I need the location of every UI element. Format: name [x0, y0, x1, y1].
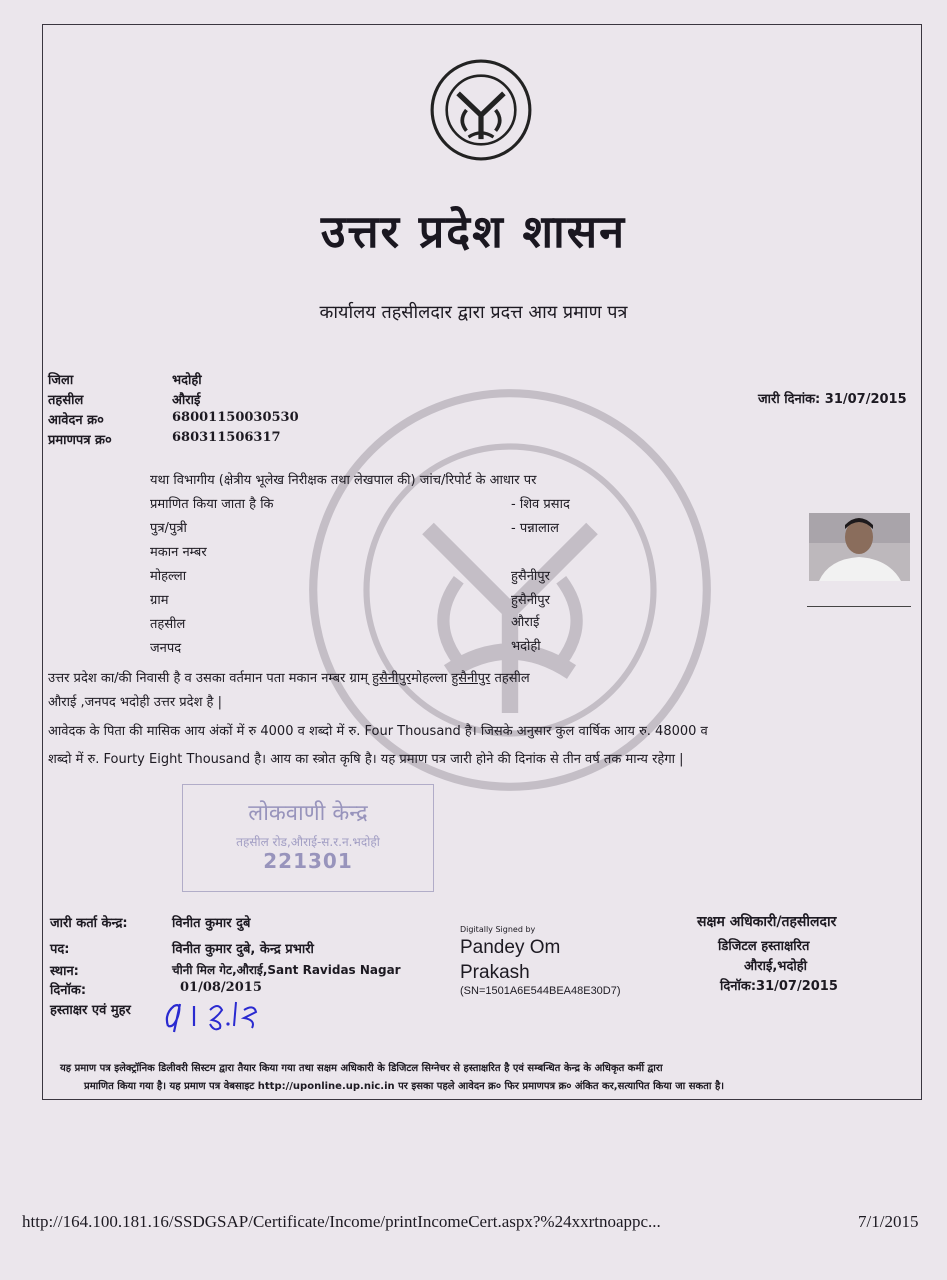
authority-date: दिनॉक:31/07/2015: [720, 979, 838, 994]
page-title: उत्तर प्रदेश शासन: [320, 205, 627, 258]
issuer-date-value: 01/08/2015: [180, 980, 262, 995]
stamp-line-3: 221301: [263, 849, 353, 873]
footer-note-line-1: यह प्रमाण पत्र इलेक्ट्रॉनिक डिलीवरी सिस्टम द्वारा तैयार किया गया तथा सक्षम अधिकारी के डिजिटल सिग्नेचर से हस्ताक्षरित है एवं सम्बन्धित केन्द्र के अधिकृत कर्मी द्वारा: [60, 1063, 663, 1074]
parent-value: - पन्नालाल: [511, 521, 559, 536]
district-value: भदोही: [172, 373, 202, 388]
issuer-date-label: दिनॉक:: [50, 983, 87, 998]
post-value: विनीत कुमार दुबे, केन्द्र प्रभारी: [172, 942, 314, 957]
applicant-photo: [809, 513, 910, 581]
residence-line-1: उत्तर प्रदेश का/की निवासी है व उसका वर्तमान पता मकान नम्बर ग्राम् हुसैनीपुरमोहल्ला हुसैनीपुर तहसील: [48, 671, 530, 686]
tehsil-label: तहसील: [48, 393, 84, 408]
digital-sign-serial: (SN=1501A6E544BEA48E30D7): [460, 985, 621, 997]
residence-line-2: औराई ,जनपद भदोही उत्तर प्रदेश है |: [48, 695, 222, 710]
issuing-center-label: जारी कर्ता केन्द्र:: [50, 916, 128, 931]
mohalla-label: मोहल्ला: [150, 569, 187, 584]
authority-digital: डिजिटल हस्ताक्षरित: [718, 939, 810, 954]
print-date: 7/1/2015: [858, 1212, 919, 1231]
detail-tehsil-value: औराई: [511, 615, 540, 630]
certificate-no-label: प्रमाणपत्र क्र०: [48, 433, 112, 448]
issuing-center-value: विनीत कुमार दुबे: [172, 916, 251, 931]
applicant-name: - शिव प्रसाद: [511, 497, 570, 512]
state-emblem-icon: [428, 58, 534, 162]
print-url: http://164.100.181.16/SSDGSAP/Certificate/Income/printIncomeCert.aspx?%24xxrtnoappc...: [22, 1212, 661, 1231]
handwritten-signature: [160, 996, 270, 1036]
certificate-no-value: 680311506317: [172, 430, 281, 445]
digital-signer-name-1: Pandey Om: [460, 937, 561, 958]
village-value: हुसैनीपुर: [511, 593, 550, 608]
village-label: ग्राम: [150, 593, 169, 608]
authority-place: औराई,भदोही: [744, 959, 807, 974]
mohalla-value: हुसैनीपुर: [511, 569, 550, 584]
janpad-value: भदोही: [511, 639, 541, 654]
center-stamp: [182, 784, 434, 892]
place-label: स्थान:: [50, 964, 79, 979]
stamp-line-2: तहसील रोड,औराई-स.र.न.भदोही: [236, 835, 380, 849]
application-no-label: आवेदन क्र०: [48, 413, 104, 428]
parent-label: पुत्र/पुत्री: [150, 521, 187, 536]
photo-signature-line: [807, 606, 911, 607]
digital-signer-name-2: Prakash: [460, 962, 530, 983]
tehsil-value: औराई: [172, 393, 201, 408]
digital-sign-label: Digitally Signed by: [460, 925, 536, 934]
detail-tehsil-label: तहसील: [150, 617, 186, 632]
post-label: पद:: [50, 942, 70, 957]
district-label: जिला: [48, 373, 74, 388]
stamp-line-1: लोकवाणी केन्द्र: [248, 801, 368, 826]
issue-date: जारी दिनांक: 31/07/2015: [758, 392, 907, 407]
footer-note-line-2: प्रमाणित किया गया है। यह प्रमाण पत्र वेबसाइट http://uponline.up.nic.in पर इसका पहले आवेदन क्र० फिर प्रमाणपत्र क्र० अंकित कर,सत्यापित किया जा सकता है।: [84, 1081, 725, 1092]
house-no-label: मकान नम्बर: [150, 545, 207, 560]
janpad-label: जनपद: [150, 641, 182, 656]
intro-line-2: प्रमाणित किया जाता है कि: [150, 497, 274, 512]
signature-seal-label: हस्ताक्षर एवं मुहर: [50, 1003, 131, 1018]
authority-title: सक्षम अधिकारी/तहसीलदार: [697, 914, 837, 930]
intro-line-1: यथा विभागीय (क्षेत्रीय भूलेख निरीक्षक तथा लेखपाल की) जांच/रिपोर्ट के आधार पर: [150, 473, 537, 488]
certificate-subtitle: कार्यालय तहसीलदार द्वारा प्रदत्त आय प्रमाण पत्र: [319, 302, 628, 323]
income-line-2: शब्दो में रु. Fourty Eight Thousand है। आय का स्त्रोत कृषि है। यह प्रमाण पत्र जारी होने की दिनांक से तीन वर्ष तक मान्य रहेगा |: [48, 752, 684, 767]
application-no-value: 68001150030530: [172, 410, 299, 425]
place-value: चीनी मिल गेट,औराई,Sant Ravidas Nagar: [172, 963, 401, 977]
income-line-1: आवेदक के पिता की मासिक आय अंकों में रु 4000 व शब्दो में रु. Four Thousand है। जिसके अनुसार कुल वार्षिक आय रु. 48000 व: [48, 724, 708, 739]
